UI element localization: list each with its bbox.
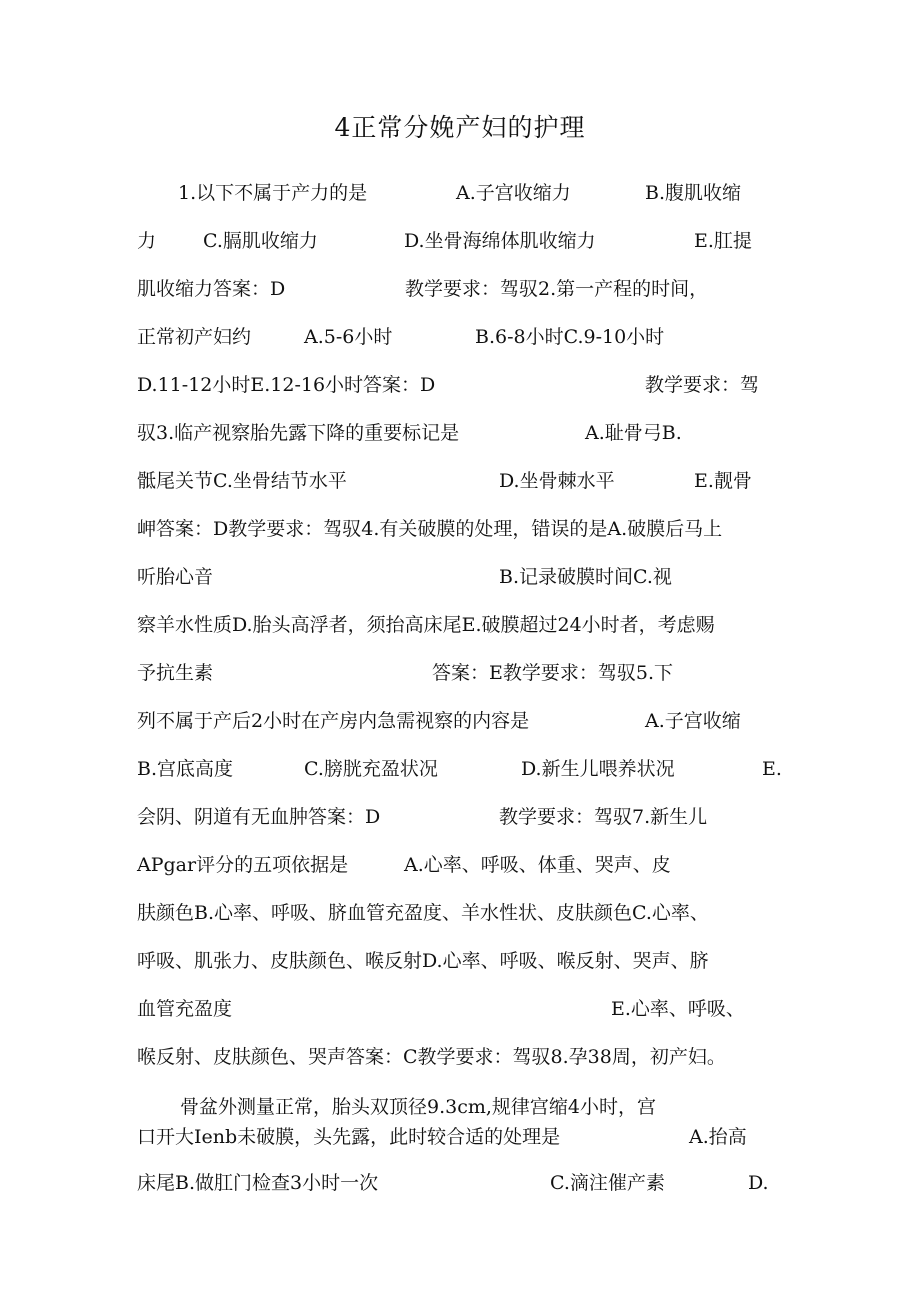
text-segment: 教学要求：驾驭2.第一产程的时间， <box>405 278 709 300</box>
text-segment: 口开大Ienb未破膜，头先露，此时较合适的处理是 <box>137 1126 561 1148</box>
text-segment: 肌收缩力答案：D <box>137 278 286 300</box>
text-segment: D.新生儿喂养状况 <box>521 758 675 780</box>
text-segment: 教学要求：驾 <box>645 374 760 396</box>
text-segment: 予抗生素 <box>137 662 214 684</box>
text-segment: C.滴注催产素 <box>550 1172 665 1194</box>
text-segment: A.5-6小时 <box>304 326 393 348</box>
text-segment: A.子宫收缩 <box>645 710 741 732</box>
text-segment: B.记录破膜时间C.视 <box>499 566 672 588</box>
text-segment: 骶尾关节C.坐骨结节水平 <box>137 470 347 492</box>
text-segment: D. <box>748 1172 769 1194</box>
text-segment: B.宫底高度 <box>137 758 234 780</box>
text-segment: 岬答案：D教学要求：驾驭4.有关破膜的处理，错误的是A.破膜后马上 <box>137 518 723 540</box>
text-segment: 床尾B.做肛门检查3小时一次 <box>137 1172 379 1194</box>
text-segment: 1.以下不属于产力的是 <box>178 182 368 204</box>
text-segment: A.抬高 <box>689 1126 747 1148</box>
text-segment: A.心率、呼吸、体重、哭声、皮 <box>404 854 671 876</box>
text-segment: A.耻骨弓B. <box>585 422 682 444</box>
text-segment: A.子宫收缩力 <box>456 182 571 204</box>
document-title: 4正常分娩产妇的护理 <box>334 113 586 142</box>
text-segment: 肤颜色B.心率、呼吸、脐血管充盈度、羊水性状、皮肤颜色C.心率、 <box>137 902 709 924</box>
text-segment: 喉反射、皮肤颜色、哭声答案：C教学要求：驾驭8.孕38周，初产妇。 <box>137 1046 726 1068</box>
text-segment: 骨盆外测量正常，胎头双顶径9.3cm,规律宫缩4小时，宫 <box>180 1096 657 1118</box>
text-segment: E. <box>762 758 782 780</box>
text-segment: D.坐骨海绵体肌收缩力 <box>404 230 596 252</box>
text-segment: 驭3.临产视察胎先露下降的重要标记是 <box>137 422 460 444</box>
text-segment: E.心率、呼吸、 <box>611 998 745 1020</box>
text-segment: C.膀胱充盈状况 <box>304 758 438 780</box>
text-segment: D.坐骨棘水平 <box>499 470 615 492</box>
text-segment: APgar评分的五项依据是 <box>137 854 349 876</box>
text-segment: E.靓骨 <box>694 470 752 492</box>
text-segment: 答案：E教学要求：驾驭5.下 <box>432 662 673 684</box>
text-segment: 听胎心音 <box>137 566 214 588</box>
text-segment: 血管充盈度 <box>137 998 233 1020</box>
text-segment: 教学要求：驾驭7.新生儿 <box>499 806 708 828</box>
text-segment: 正常初产妇约 <box>137 326 252 348</box>
text-segment: C.膈肌收缩力 <box>203 230 318 252</box>
text-segment: B.腹肌收缩 <box>645 182 742 204</box>
text-segment: 会阴、阴道有无血肿答案：D <box>137 806 381 828</box>
text-segment: 列不属于产后2小时在产房内急需视察的内容是 <box>137 710 530 732</box>
text-segment: 察羊水性质D.胎头高浮者，须抬高床尾E.破膜超过24小时者，考虑赐 <box>137 614 715 636</box>
text-segment: D.11-12小时E.12-16小时答案：D <box>137 374 436 396</box>
text-segment: E.肛提 <box>694 230 752 252</box>
text-segment: B.6-8小时C.9-10小时 <box>475 326 665 348</box>
text-segment: 呼吸、肌张力、皮肤颜色、喉反射D.心率、呼吸、喉反射、哭声、脐 <box>137 950 709 972</box>
text-segment: 力 <box>137 230 157 252</box>
